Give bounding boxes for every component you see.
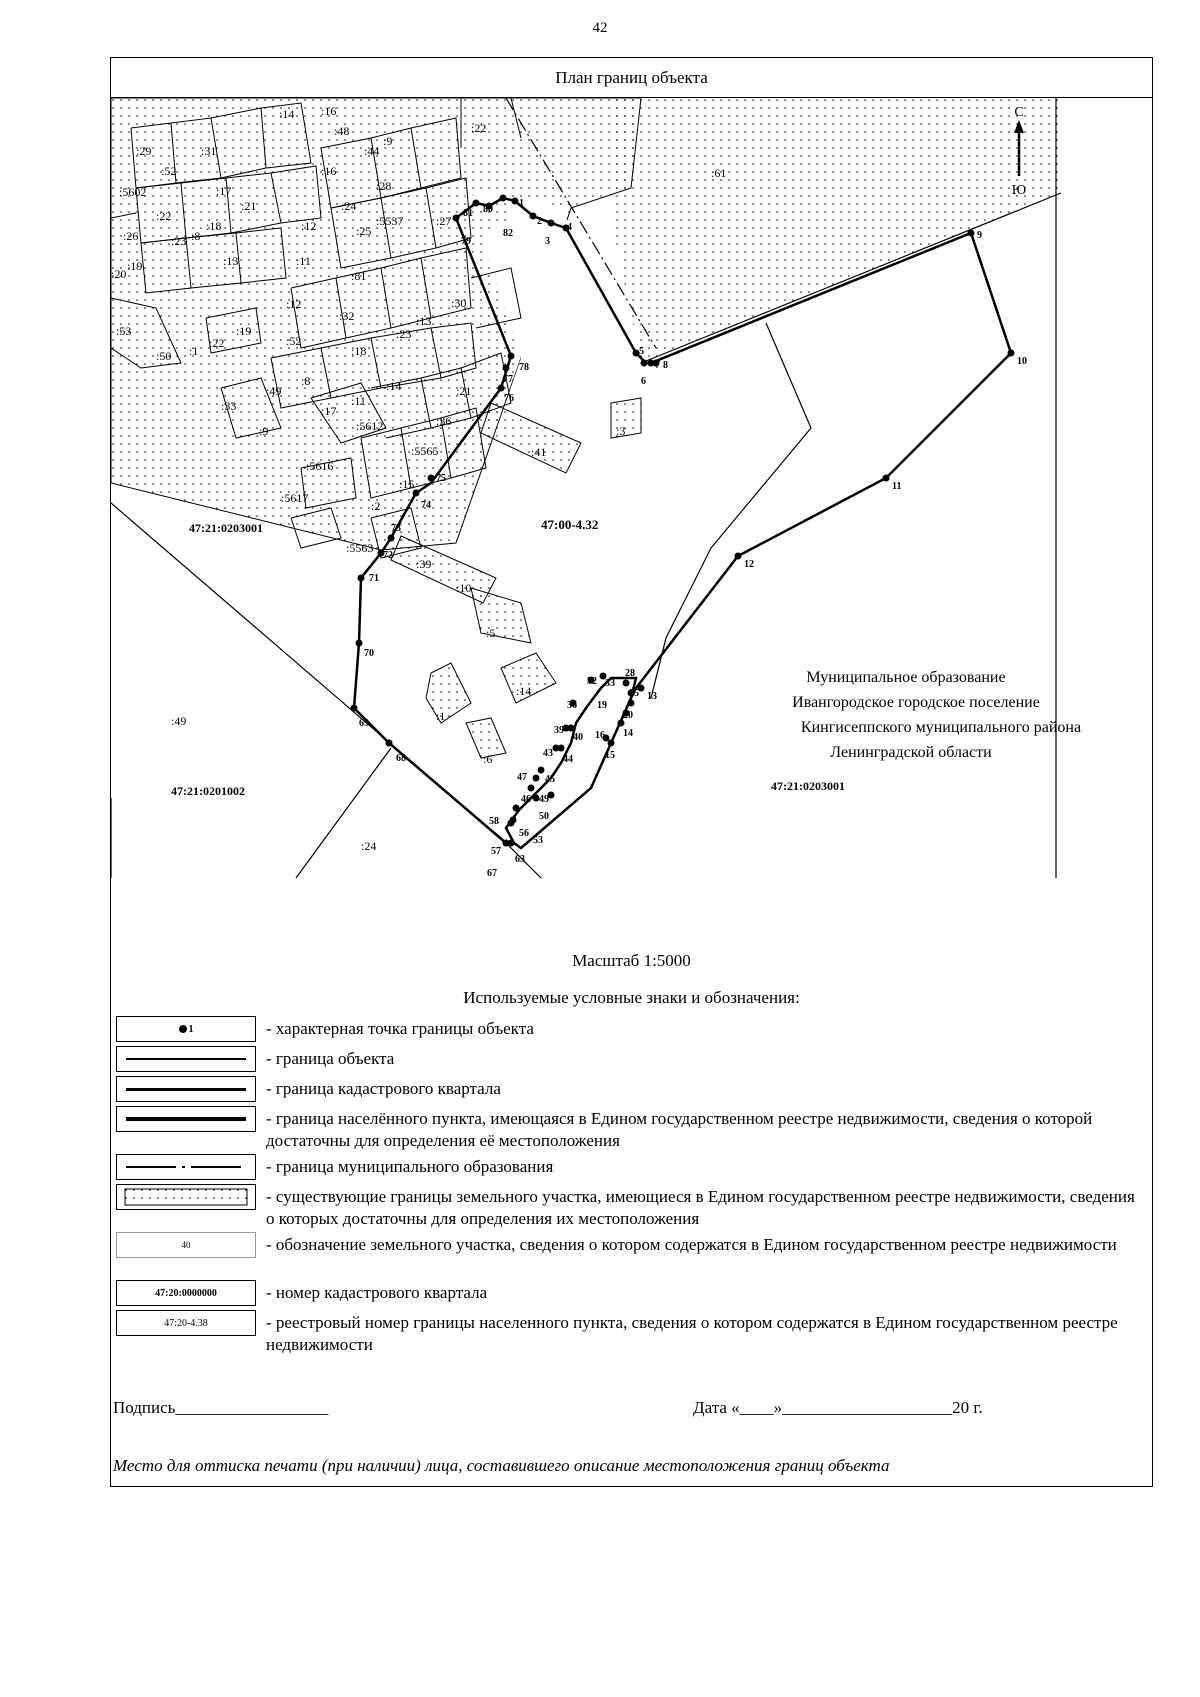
point-label: 82	[503, 228, 513, 239]
point-label: 46	[521, 794, 531, 805]
legend-symbol-registry-number	[116, 1310, 256, 1336]
legend-row-point	[116, 1016, 1146, 1046]
point-label: 81	[463, 208, 473, 219]
point-label: 58	[489, 816, 499, 827]
point-label: 69	[359, 718, 369, 729]
point-label: 1	[519, 198, 524, 209]
parcel-label: :21	[241, 199, 257, 213]
plan-title: План границ объекта	[111, 58, 1152, 98]
parcel-label: :9	[383, 134, 393, 148]
parcel-label: :28	[376, 179, 392, 193]
point-label: 8	[663, 360, 668, 371]
point-label: 78	[519, 362, 529, 373]
parcel-label: :5	[486, 626, 496, 640]
parcel-label: :6	[483, 752, 493, 766]
parcel-label: :5565	[411, 444, 439, 458]
parcel-label: :20	[111, 267, 127, 281]
legend-symbol-settlement-boundary	[116, 1106, 256, 1132]
point-label: 76	[504, 393, 514, 404]
parcel-label: :23	[171, 234, 187, 248]
parcel-label: :48	[334, 124, 350, 138]
parcel-label: :24	[361, 839, 377, 853]
legend-symbol-object-boundary	[116, 1046, 256, 1072]
parcel-label: :31	[201, 144, 217, 158]
point-label: 2	[537, 216, 542, 227]
municipality-line: Ленинградской области	[830, 744, 992, 761]
parcel-label: :5602	[119, 185, 147, 199]
legend-row-quarter-number	[116, 1280, 1146, 1310]
parcel-label: :5537	[376, 214, 404, 228]
parcel-label: :17	[321, 404, 337, 418]
legend-text: - граница населённого пункта, имеющаяся в Едином государственном реестре недвижимости, сведения о которой достаточны для определения её местоположения	[266, 1109, 1093, 1150]
parcel-label: :26	[123, 229, 139, 243]
point-label: 28	[625, 668, 635, 679]
municipality-line: Кингисеппского муниципального района	[800, 719, 1082, 736]
point-label: 14	[623, 728, 633, 739]
parcel-label: :49	[266, 384, 282, 398]
parcel-label: :27	[436, 214, 452, 228]
plan-frame	[110, 57, 1153, 1487]
point-label: 63	[515, 854, 525, 865]
municipal-boundary-line-icon	[126, 1164, 246, 1170]
legend-row-object-boundary	[116, 1046, 1146, 1076]
parcel-label: :41	[531, 445, 547, 459]
object-boundary-line-icon	[126, 1058, 246, 1060]
point-label: 74	[421, 500, 431, 511]
municipality-line: Муниципальное образование	[806, 669, 1006, 686]
legend-row-quarter-boundary	[116, 1076, 1146, 1106]
parcel-label: :23	[396, 327, 412, 341]
legend-symbol-parcel-label	[116, 1232, 256, 1258]
point-label: 20	[623, 710, 633, 721]
point-label: 5	[639, 346, 644, 357]
parcel-label: :16	[321, 104, 337, 118]
point-label: 4	[567, 222, 572, 233]
parcel-label: :22	[209, 336, 225, 350]
point-label: 32	[587, 676, 597, 687]
legend-row-parcel-label	[116, 1232, 1146, 1280]
date-field[interactable]: Дата «____»____________________20 г.	[693, 1398, 983, 1417]
map-svg	[111, 98, 1152, 941]
legend-row-registry-number	[116, 1310, 1146, 1358]
point-label: 79	[461, 236, 471, 247]
parcel-label: :1	[189, 344, 199, 358]
point-label: 6	[641, 376, 646, 387]
legend-row-settlement-boundary	[116, 1106, 1146, 1154]
parcel-label: :5616	[306, 459, 334, 473]
legend-symbol-text: 1	[188, 1023, 194, 1035]
point-label: 80	[483, 204, 493, 215]
legend	[116, 1016, 1146, 1358]
parcel-label: :50	[156, 349, 172, 363]
map-scale: Масштаб 1:5000	[572, 951, 691, 970]
parcel-label: :15	[399, 477, 415, 491]
point-label: 19	[597, 700, 607, 711]
legend-symbol-text: 40	[181, 1240, 191, 1250]
point-label: 7	[655, 360, 660, 371]
point-label: 16	[595, 730, 605, 741]
point-label: 12	[744, 559, 754, 570]
point-label: 57	[491, 846, 501, 857]
point-label: 72	[383, 550, 393, 561]
boundary-map	[111, 98, 1152, 941]
point-label: 70	[364, 648, 374, 659]
legend-symbol-quarter-number	[116, 1280, 256, 1306]
legend-text: - существующие границы земельного участка, имеющиеся в Едином государственном реестре недвижимости, сведения о которых достаточны для определения их местоположения	[266, 1187, 1135, 1228]
parcel-label: :52	[286, 334, 302, 348]
parcel-label: :8	[191, 229, 201, 243]
legend-text: - реестровый номер границы населенного пункта, сведения о котором содержатся в Едином государственном реестре недвижимости	[266, 1313, 1118, 1354]
north-label: С	[1014, 105, 1024, 120]
municipality-caption	[792, 669, 1081, 761]
quarter-label: 47:00-4.32	[541, 517, 599, 532]
legend-row-municipal-boundary	[116, 1154, 1146, 1184]
legend-symbol-text: 47:20:0000000	[155, 1287, 217, 1299]
legend-text: - характерная точка границы объекта	[266, 1019, 534, 1038]
parcel-label: :5612	[356, 419, 384, 433]
south-label: Ю	[1011, 183, 1027, 198]
parcel-label: :14	[279, 107, 295, 121]
point-label: 71	[369, 573, 379, 584]
parcel-label: :24	[341, 199, 357, 213]
parcel-label: :2	[371, 499, 381, 513]
parcel-label: :25	[356, 224, 372, 238]
quarter-label: 47:21:0201002	[171, 784, 245, 798]
parcel-label: :32	[339, 309, 355, 323]
quarter-label: 47:21:0203001	[189, 521, 263, 535]
parcel-label: :44	[364, 144, 380, 158]
quarter-label: 47:21:0203001	[771, 779, 845, 793]
parcel-label: :61	[711, 166, 727, 180]
parcel-label: :10	[456, 581, 472, 595]
point-label: 50	[539, 811, 549, 822]
parcel-label: :8	[301, 374, 311, 388]
parcel-label: :16	[321, 164, 337, 178]
parcel-label: :14	[516, 684, 532, 698]
point-label: 68	[396, 753, 406, 764]
point-label: 36	[567, 700, 577, 711]
point-label: 67	[487, 868, 497, 879]
point-label: 39	[554, 725, 564, 736]
parcel-label: :29	[136, 144, 152, 158]
parcel-label: :19	[127, 259, 143, 273]
parcel-label: :3	[616, 424, 626, 438]
legend-symbol-text: 47:20-4.38	[164, 1317, 208, 1329]
parcel-label: :1	[436, 709, 446, 723]
parcel-label: :22	[471, 121, 487, 135]
parcel-label: :11	[351, 394, 366, 408]
point-label: 56	[519, 828, 529, 839]
parcel-label: :18	[206, 219, 222, 233]
point-label: 13	[647, 691, 657, 702]
parcel-label: :11	[296, 254, 311, 268]
parcel-label: :81	[351, 269, 367, 283]
parcel-label: :9	[259, 424, 269, 438]
legend-text: - граница муниципального образования	[266, 1157, 554, 1176]
legend-symbol-existing-parcel	[116, 1184, 256, 1210]
parcel-label: :5617	[281, 491, 309, 505]
parcel-label: :19	[236, 324, 252, 338]
legend-text: - граница объекта	[266, 1049, 395, 1068]
point-label: 33	[605, 678, 615, 689]
parcel-label: :30	[451, 296, 467, 310]
point-label: 10	[1017, 356, 1027, 367]
municipality-line: Ивангородское городское поселение	[792, 694, 1040, 711]
parcel-61-area	[611, 98, 1061, 363]
point-label: 73	[391, 523, 401, 534]
legend-row-existing-parcel	[116, 1184, 1146, 1232]
point-label: 43	[543, 748, 553, 759]
parcel-label: :18	[351, 344, 367, 358]
legend-symbol-point	[116, 1016, 256, 1042]
parcel-label: :53	[116, 324, 132, 338]
point-label: 77	[503, 374, 513, 385]
point-label: 15	[605, 750, 615, 761]
point-label: 49	[539, 794, 549, 805]
parcel-label: :49	[171, 714, 187, 728]
quarter-boundary-line-icon	[126, 1088, 246, 1091]
legend-text: - обозначение земельного участка, сведения о котором содержатся в Едином государственном реестре недвижимости	[266, 1235, 1117, 1254]
point-label: 45	[545, 774, 555, 785]
dotted-parcel-icon	[124, 1188, 248, 1206]
parcel-label: :33	[221, 399, 237, 413]
legend-text: - граница кадастрового квартала	[266, 1079, 501, 1098]
signature-field[interactable]: Подпись__________________	[113, 1398, 329, 1417]
page-number: 42	[592, 20, 608, 36]
parcel-label: :14	[386, 379, 402, 393]
parcel-label: :52	[161, 164, 177, 178]
legend-symbol-municipal-boundary	[116, 1154, 256, 1180]
parcel-label: :12	[301, 219, 317, 233]
point-label: 47	[517, 772, 527, 783]
parcel-label: :22	[156, 209, 172, 223]
point-label: 40	[573, 732, 583, 743]
point-label: 75	[436, 473, 446, 484]
point-label: 25	[629, 688, 639, 699]
settlement-boundary-line-icon	[126, 1117, 246, 1121]
point-label: 9	[977, 230, 982, 241]
legend-title: Используемые условные знаки и обозначения:	[463, 988, 800, 1007]
point-marker-icon	[179, 1025, 187, 1033]
parcel-label: :12	[286, 297, 302, 311]
parcel-label: :13	[223, 254, 239, 268]
parcel-label: :21	[456, 384, 472, 398]
parcel-label: :17	[216, 184, 232, 198]
parcel-label: :36	[436, 414, 452, 428]
legend-symbol-quarter-boundary	[116, 1076, 256, 1102]
point-label: 11	[892, 481, 902, 492]
point-label: 53	[533, 835, 543, 846]
parcel-label: :13	[416, 314, 432, 328]
legend-text: - номер кадастрового квартала	[266, 1283, 488, 1302]
stamp-note: Место для оттиска печати (при наличии) лица, составившего описание местоположения границ объекта	[113, 1456, 890, 1475]
parcel-label: :5563	[346, 541, 374, 555]
parcel-label: :39	[416, 557, 432, 571]
point-label: 3	[545, 236, 550, 247]
point-label: 44	[563, 754, 573, 765]
